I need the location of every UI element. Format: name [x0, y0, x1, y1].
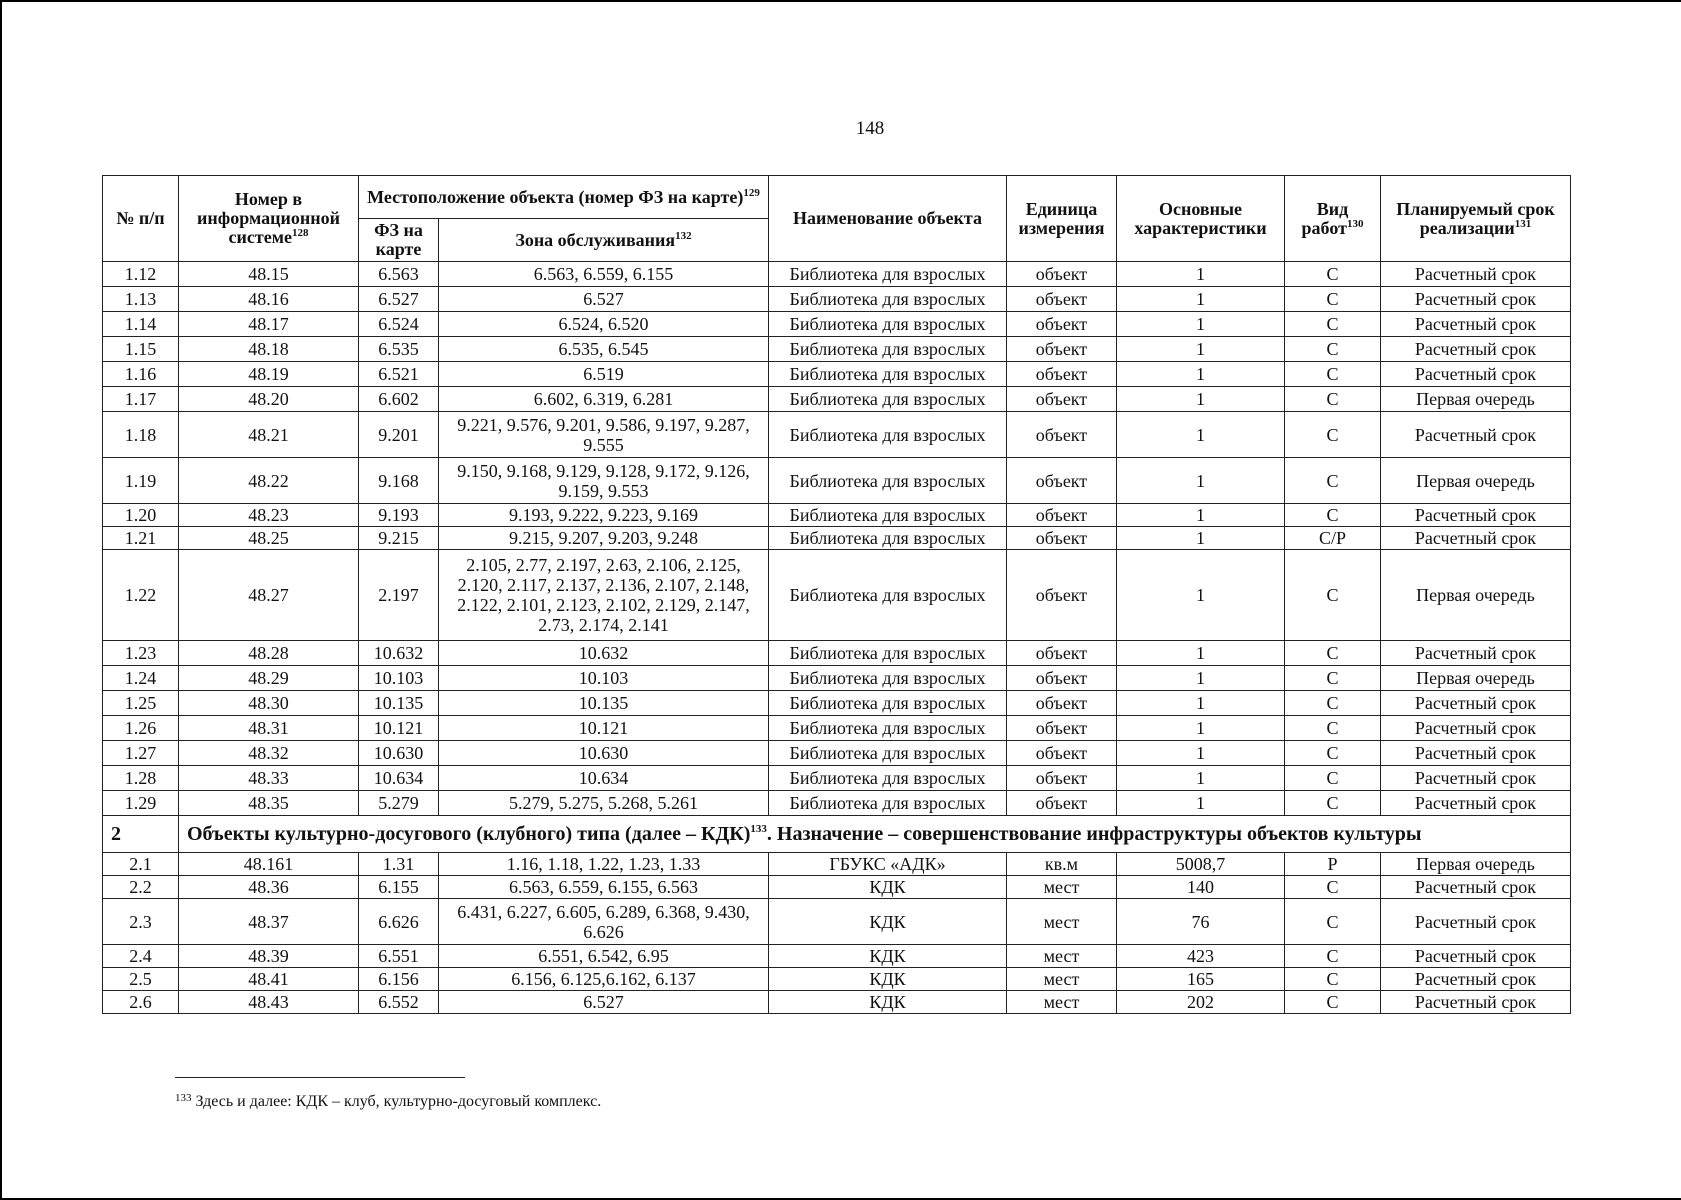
table-cell: С — [1285, 876, 1381, 899]
table-cell: Библиотека для взрослых — [769, 412, 1007, 458]
table-cell: 1.24 — [103, 666, 179, 691]
table-cell: объект — [1007, 550, 1117, 641]
table-cell: 1 — [1117, 691, 1285, 716]
table-cell: Библиотека для взрослых — [769, 716, 1007, 741]
table-cell: объект — [1007, 666, 1117, 691]
table-cell: Библиотека для взрослых — [769, 387, 1007, 412]
table-cell: 1 — [1117, 791, 1285, 816]
table-cell: Расчетный срок — [1381, 991, 1571, 1014]
table-cell: 1.14 — [103, 312, 179, 337]
table-cell: 10.103 — [359, 666, 439, 691]
table-cell: объект — [1007, 527, 1117, 550]
table-cell: Библиотека для взрослых — [769, 504, 1007, 527]
table-row — [103, 504, 1571, 527]
table-cell: объект — [1007, 312, 1117, 337]
table-cell: мест — [1007, 991, 1117, 1014]
table-cell: 1.21 — [103, 527, 179, 550]
table-cell: 6.563, 6.559, 6.155 — [439, 262, 769, 287]
table-cell: Расчетный срок — [1381, 876, 1571, 899]
table-cell: 202 — [1117, 991, 1285, 1014]
table-cell: 2.2 — [103, 876, 179, 899]
table-cell: 10.632 — [439, 641, 769, 666]
table-cell: Библиотека для взрослых — [769, 287, 1007, 312]
table-cell: 6.524 — [359, 312, 439, 337]
table-cell: Расчетный срок — [1381, 337, 1571, 362]
header-characteristics: Основные характеристики — [1117, 176, 1285, 262]
table-cell: ГБУКС «АДК» — [769, 853, 1007, 876]
header-work-type: Вид работ$^{130}$ — [1285, 176, 1381, 262]
table-row — [103, 666, 1571, 691]
table-cell: Расчетный срок — [1381, 287, 1571, 312]
table-cell: 10.630 — [359, 741, 439, 766]
table-cell: Расчетный срок — [1381, 362, 1571, 387]
table-cell: 1.23 — [103, 641, 179, 666]
table-cell: 6.551, 6.542, 6.95 — [439, 945, 769, 968]
table-cell: 6.535, 6.545 — [439, 337, 769, 362]
table-cell: 6.552 — [359, 991, 439, 1014]
table-cell: 9.215 — [359, 527, 439, 550]
table-cell: Расчетный срок — [1381, 312, 1571, 337]
table-cell: 2.5 — [103, 968, 179, 991]
table-cell: 48.17 — [179, 312, 359, 337]
table-cell: 1 — [1117, 666, 1285, 691]
table-cell: 2.6 — [103, 991, 179, 1014]
table-row — [103, 991, 1571, 1014]
table-cell: 48.39 — [179, 945, 359, 968]
table-cell: 48.25 — [179, 527, 359, 550]
header-unit: Единица измерения — [1007, 176, 1117, 262]
table-cell: 6.602, 6.319, 6.281 — [439, 387, 769, 412]
table-row — [103, 853, 1571, 876]
header-info-number: Номер в информационной системе$^{128}$ — [179, 176, 359, 262]
table-cell: объект — [1007, 791, 1117, 816]
table-cell: 1 — [1117, 550, 1285, 641]
table-cell: 6.535 — [359, 337, 439, 362]
table-cell: КДК — [769, 968, 1007, 991]
table-row — [103, 641, 1571, 666]
table-cell: 5008,7 — [1117, 853, 1285, 876]
table-cell: Расчетный срок — [1381, 527, 1571, 550]
table-cell: С — [1285, 945, 1381, 968]
table-cell: Библиотека для взрослых — [769, 766, 1007, 791]
table-cell: 1 — [1117, 312, 1285, 337]
table-cell: Расчетный срок — [1381, 968, 1571, 991]
table-cell: 10.121 — [359, 716, 439, 741]
table-cell: С — [1285, 550, 1381, 641]
table-cell: 1 — [1117, 337, 1285, 362]
table-cell: 1.16, 1.18, 1.22, 1.23, 1.33 — [439, 853, 769, 876]
table-cell: 2.3 — [103, 899, 179, 945]
table-row — [103, 945, 1571, 968]
table-cell: С — [1285, 716, 1381, 741]
table-row — [103, 287, 1571, 312]
table-cell: объект — [1007, 387, 1117, 412]
table-cell: Библиотека для взрослых — [769, 527, 1007, 550]
table-cell: объект — [1007, 262, 1117, 287]
table-cell: Библиотека для взрослых — [769, 791, 1007, 816]
table-cell: С/Р — [1285, 527, 1381, 550]
table-cell: объект — [1007, 504, 1117, 527]
table-cell: 48.18 — [179, 337, 359, 362]
table-cell: 1 — [1117, 766, 1285, 791]
table-cell: 6.602 — [359, 387, 439, 412]
table-cell: С — [1285, 362, 1381, 387]
table-cell: Расчетный срок — [1381, 791, 1571, 816]
table-cell: 48.21 — [179, 412, 359, 458]
table-cell: Расчетный срок — [1381, 766, 1571, 791]
table-row — [103, 550, 1571, 641]
table-cell: 1.18 — [103, 412, 179, 458]
footnote-separator — [175, 1077, 465, 1078]
table-cell: объект — [1007, 362, 1117, 387]
table-cell: Первая очередь — [1381, 853, 1571, 876]
table-row — [103, 412, 1571, 458]
table-cell: объект — [1007, 716, 1117, 741]
table-cell: 48.35 — [179, 791, 359, 816]
table-cell: 6.551 — [359, 945, 439, 968]
table-cell: 48.22 — [179, 458, 359, 504]
table-cell: Библиотека для взрослых — [769, 741, 1007, 766]
table-cell: 5.279, 5.275, 5.268, 5.261 — [439, 791, 769, 816]
table-row — [103, 527, 1571, 550]
table-cell: 10.630 — [439, 741, 769, 766]
table-row — [103, 691, 1571, 716]
table-cell: 1 — [1117, 262, 1285, 287]
table-cell: 1.31 — [359, 853, 439, 876]
table-cell: С — [1285, 262, 1381, 287]
table-cell: 1 — [1117, 716, 1285, 741]
table-cell: 9.221, 9.576, 9.201, 9.586, 9.197, 9.287, 9.555 — [439, 412, 769, 458]
table-cell: 48.32 — [179, 741, 359, 766]
table-cell: 2.105, 2.77, 2.197, 2.63, 2.106, 2.125, 2.120, 2.117, 2.137, 2.136, 2.107, 2.148, 2.122, 2.101, 2.123, 2.102, 2.129, 2.147, 2.73, 2.174, 2.141 — [439, 550, 769, 641]
table-cell: 6.156 — [359, 968, 439, 991]
table-cell: 1.22 — [103, 550, 179, 641]
table-cell: Библиотека для взрослых — [769, 337, 1007, 362]
table-cell: Расчетный срок — [1381, 412, 1571, 458]
table-cell: Расчетный срок — [1381, 945, 1571, 968]
table-cell: Библиотека для взрослых — [769, 458, 1007, 504]
table-cell: 1 — [1117, 741, 1285, 766]
table-cell: Первая очередь — [1381, 387, 1571, 412]
table-cell: 76 — [1117, 899, 1285, 945]
table-cell: 2.1 — [103, 853, 179, 876]
table-cell: 10.634 — [359, 766, 439, 791]
table-cell: 1 — [1117, 504, 1285, 527]
table-cell: объект — [1007, 691, 1117, 716]
table-cell: 48.19 — [179, 362, 359, 387]
table-cell: Расчетный срок — [1381, 716, 1571, 741]
table-cell: 2.4 — [103, 945, 179, 968]
table-cell: 10.634 — [439, 766, 769, 791]
table-cell: 1 — [1117, 387, 1285, 412]
header-term: Планируемый срок реализации$^{131}$ — [1381, 176, 1571, 262]
table-cell: 10.632 — [359, 641, 439, 666]
table-cell: 10.135 — [359, 691, 439, 716]
page-number: 148 — [855, 118, 885, 139]
section-title: Объекты культурно-досугового (клубного) типа (далее – КДК)$^{133}$. Назначение – совершенствование инфраструктуры объектов культуры — [179, 816, 1571, 853]
table-row — [103, 262, 1571, 287]
table-cell: 6.431, 6.227, 6.605, 6.289, 6.368, 9.430, 6.626 — [439, 899, 769, 945]
table-cell: объект — [1007, 741, 1117, 766]
table-cell: КДК — [769, 899, 1007, 945]
table-cell: мест — [1007, 968, 1117, 991]
table-cell: 140 — [1117, 876, 1285, 899]
table-cell: С — [1285, 412, 1381, 458]
table-cell: 48.23 — [179, 504, 359, 527]
table-cell: С — [1285, 741, 1381, 766]
table-cell: 48.29 — [179, 666, 359, 691]
table-cell: 2.197 — [359, 550, 439, 641]
table-cell: КДК — [769, 945, 1007, 968]
table-cell: 6.521 — [359, 362, 439, 387]
table-cell: Расчетный срок — [1381, 899, 1571, 945]
table-cell: объект — [1007, 337, 1117, 362]
table-cell: Библиотека для взрослых — [769, 641, 1007, 666]
footnote: $^{133}$ Здесь и далее: КДК – клуб, культурно-досуговый комплекс. — [175, 1092, 602, 1110]
table-cell: 1.28 — [103, 766, 179, 791]
table-cell: 48.161 — [179, 853, 359, 876]
table-cell: 1.17 — [103, 387, 179, 412]
table-row — [103, 876, 1571, 899]
table-cell: 1.27 — [103, 741, 179, 766]
table-row — [103, 337, 1571, 362]
table-cell: Первая очередь — [1381, 666, 1571, 691]
table-cell: С — [1285, 387, 1381, 412]
table-cell: 9.193, 9.222, 9.223, 9.169 — [439, 504, 769, 527]
table-cell: С — [1285, 766, 1381, 791]
table-row — [103, 899, 1571, 945]
table-cell: 48.28 — [179, 641, 359, 666]
table-cell: Библиотека для взрослых — [769, 312, 1007, 337]
table-cell: мест — [1007, 876, 1117, 899]
table-cell: 48.41 — [179, 968, 359, 991]
table-cell: С — [1285, 458, 1381, 504]
table-cell: 6.156, 6.125,6.162, 6.137 — [439, 968, 769, 991]
table-cell: Библиотека для взрослых — [769, 691, 1007, 716]
table-cell: С — [1285, 991, 1381, 1014]
section-number: 2 — [103, 816, 179, 853]
table-cell: Расчетный срок — [1381, 504, 1571, 527]
table-cell: 48.36 — [179, 876, 359, 899]
table-cell: 6.527 — [439, 287, 769, 312]
table-cell: мест — [1007, 945, 1117, 968]
table-cell: 1 — [1117, 641, 1285, 666]
table-cell: 165 — [1117, 968, 1285, 991]
table-cell: 48.37 — [179, 899, 359, 945]
table-cell: 6.626 — [359, 899, 439, 945]
table-cell: объект — [1007, 412, 1117, 458]
table-cell: Библиотека для взрослых — [769, 666, 1007, 691]
table-row — [103, 791, 1571, 816]
section-heading-row — [103, 816, 1571, 853]
table-row — [103, 716, 1571, 741]
table-cell: 9.193 — [359, 504, 439, 527]
table-cell: 48.30 — [179, 691, 359, 716]
table-cell: 48.16 — [179, 287, 359, 312]
table-cell: 6.524, 6.520 — [439, 312, 769, 337]
table-cell: КДК — [769, 876, 1007, 899]
table-cell: 6.519 — [439, 362, 769, 387]
table-cell: 10.135 — [439, 691, 769, 716]
table-cell: С — [1285, 691, 1381, 716]
table-cell: 48.20 — [179, 387, 359, 412]
header-location: Местоположение объекта (номер ФЗ на карте)$^{129}$ — [359, 176, 769, 219]
table-cell: Р — [1285, 853, 1381, 876]
table-cell: мест — [1007, 899, 1117, 945]
table-cell: 1.20 — [103, 504, 179, 527]
table-cell: 9.215, 9.207, 9.203, 9.248 — [439, 527, 769, 550]
table-cell: Расчетный срок — [1381, 641, 1571, 666]
table-cell: 1.12 — [103, 262, 179, 287]
table-cell: 1 — [1117, 362, 1285, 387]
table-cell: 9.150, 9.168, 9.129, 9.128, 9.172, 9.126, 9.159, 9.553 — [439, 458, 769, 504]
table-row — [103, 766, 1571, 791]
table-cell: 6.155 — [359, 876, 439, 899]
table-row — [103, 741, 1571, 766]
table-cell: 1.19 — [103, 458, 179, 504]
table-cell: 1.16 — [103, 362, 179, 387]
scan-border-top — [0, 0, 1681, 2]
table-cell: 6.527 — [359, 287, 439, 312]
table-cell: кв.м — [1007, 853, 1117, 876]
table-cell: 1.29 — [103, 791, 179, 816]
table-cell: 1.13 — [103, 287, 179, 312]
table-cell: 1 — [1117, 412, 1285, 458]
table-cell: С — [1285, 312, 1381, 337]
table-cell: Расчетный срок — [1381, 691, 1571, 716]
table-cell: С — [1285, 791, 1381, 816]
table-cell: Первая очередь — [1381, 550, 1571, 641]
table-cell: 10.121 — [439, 716, 769, 741]
table-cell: Библиотека для взрослых — [769, 362, 1007, 387]
table-cell: С — [1285, 968, 1381, 991]
header-num: № п/п — [103, 176, 179, 262]
header-zone: Зона обслуживания$^{132}$ — [439, 219, 769, 262]
table-cell: 423 — [1117, 945, 1285, 968]
table-row — [103, 312, 1571, 337]
table-cell: 48.15 — [179, 262, 359, 287]
table-cell: Расчетный срок — [1381, 262, 1571, 287]
table-cell: 6.563 — [359, 262, 439, 287]
table-cell: 48.27 — [179, 550, 359, 641]
table-cell: 6.563, 6.559, 6.155, 6.563 — [439, 876, 769, 899]
table-cell: 9.168 — [359, 458, 439, 504]
table-cell: объект — [1007, 458, 1117, 504]
table-cell: объект — [1007, 766, 1117, 791]
table-cell: 1 — [1117, 287, 1285, 312]
table-row — [103, 362, 1571, 387]
table-cell: С — [1285, 666, 1381, 691]
table-row — [103, 458, 1571, 504]
table-cell: 48.33 — [179, 766, 359, 791]
table-row — [103, 387, 1571, 412]
table-cell: 1.25 — [103, 691, 179, 716]
table-cell: 48.31 — [179, 716, 359, 741]
table-cell: 1 — [1117, 458, 1285, 504]
header-name: Наименование объекта — [769, 176, 1007, 262]
table-cell: 1 — [1117, 527, 1285, 550]
table-cell: С — [1285, 337, 1381, 362]
table-cell: 9.201 — [359, 412, 439, 458]
header-fz: ФЗ на карте — [359, 219, 439, 262]
table-cell: С — [1285, 287, 1381, 312]
table-row — [103, 968, 1571, 991]
table-cell: С — [1285, 899, 1381, 945]
table-cell: Расчетный срок — [1381, 741, 1571, 766]
table-cell: 1.15 — [103, 337, 179, 362]
table-cell: Первая очередь — [1381, 458, 1571, 504]
table-cell: 6.527 — [439, 991, 769, 1014]
table-cell: 10.103 — [439, 666, 769, 691]
table-cell: 48.43 — [179, 991, 359, 1014]
table-cell: Библиотека для взрослых — [769, 262, 1007, 287]
objects-table — [102, 175, 1571, 1014]
table-cell: объект — [1007, 287, 1117, 312]
table-cell: 5.279 — [359, 791, 439, 816]
scan-border-left — [0, 0, 2, 1200]
table-cell: С — [1285, 641, 1381, 666]
table-cell: Библиотека для взрослых — [769, 550, 1007, 641]
table-cell: объект — [1007, 641, 1117, 666]
table-cell: С — [1285, 504, 1381, 527]
table-cell: 1.26 — [103, 716, 179, 741]
table-cell: КДК — [769, 991, 1007, 1014]
